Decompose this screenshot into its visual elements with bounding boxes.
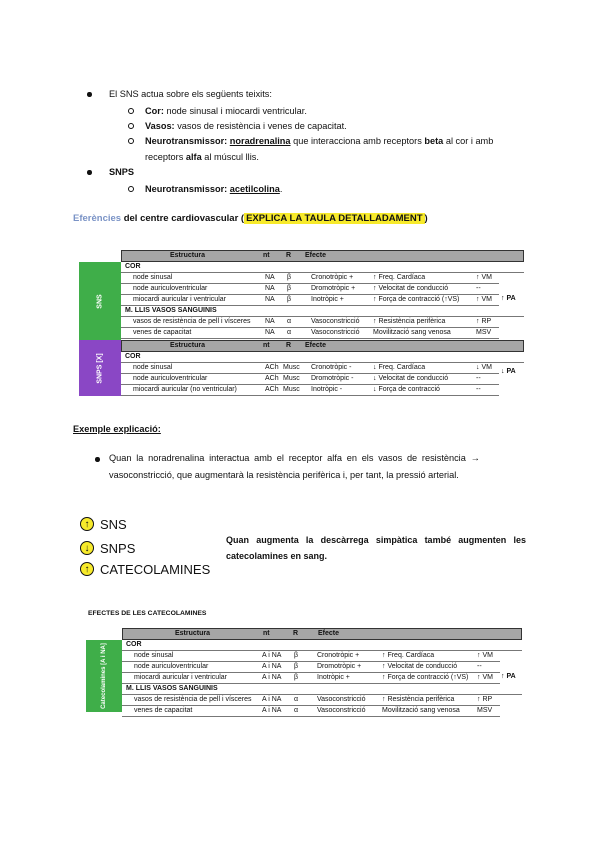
pa-up-label: ↑ PA [501,295,516,302]
cell-abbrev: -- [476,285,481,292]
cell-efecte: Dromotròpic + [311,285,356,292]
sub-bullet-circle [128,186,134,192]
sns-sidebar [79,262,121,340]
cell-result: ↑ Velocitat de conducció [373,285,449,292]
cell-abbrev: ↑ VM [477,674,493,681]
neuro-line2-b: al múscul llis. [204,152,259,162]
header-r: R [293,630,299,637]
section-heading [73,213,428,224]
table-row [122,706,500,717]
cell-estructura: node sinusal [134,652,174,659]
legend-snps [80,537,135,559]
legend-snps-label: SNPS [100,540,136,556]
cell-efecte: Vasoconstricció [317,707,366,714]
cell-r: β [294,663,299,670]
cell-abbrev: ↑ VM [476,274,492,281]
cell-efecte: Inotròpic - [311,386,343,393]
neuro-text-1: que interacciona amb receptors [293,136,422,146]
example-paragraph [109,450,480,484]
cell-abbrev: -- [477,663,482,670]
table-row [122,662,500,673]
cell-abbrev: MSV [476,329,492,336]
neuro-line2-a: receptors [145,152,184,162]
table-header-2 [121,340,524,352]
sub-bullet-circle [128,108,134,114]
header-estructura: Estructura [170,252,206,259]
cell-nt: A i NA [262,674,282,681]
header-efecte: Efecte [305,252,327,259]
table-row [121,363,499,374]
cell-r: β [287,285,292,292]
table-row [121,273,499,284]
heading-middle: del centre cardiovascular ( [121,213,245,224]
cell-abbrev: ↑ RP [476,318,492,325]
pa-down-label: ↓ PA [501,368,516,375]
legend-catecolamines-label: CATECOLAMINES [100,561,211,577]
cell-result: ↑ Resistència perifèrica [382,696,455,703]
section-row [121,262,524,273]
table-row [121,385,499,396]
neuro2-word: acetilcolina [229,184,280,194]
cell-estructura: node sinusal [133,364,173,371]
table-row [121,295,499,306]
cell-result: Movilització sang venosa [382,707,460,714]
cell-estructura: venes de capacitat [134,707,193,714]
cell-nt: A i NA [262,696,282,703]
cell-r: β [287,296,292,303]
cell-r: Musc [283,364,300,371]
vasos-text: vasos de resistència i venes de capacitat. [177,121,347,131]
section-row [122,640,522,651]
legend-sns [80,513,127,535]
header-r: R [286,342,292,349]
header-nt: nt [263,342,270,349]
catecolamines-sidebar-label: Catecolamines [A i NA] [101,643,108,709]
cell-nt: NA [265,329,275,336]
cell-abbrev: ↓ VM [476,364,492,371]
legend-catecolamines [80,558,210,580]
neuro2-end: . [279,184,283,194]
cell-r: β [287,274,292,281]
cell-nt: ACh [265,364,279,371]
catecolamines-sidebar [86,640,122,712]
cell-nt: ACh [265,386,279,393]
cell-r: α [287,318,292,325]
sub-bullet-circle [128,123,134,129]
cell-r: Musc [283,375,300,382]
cell-abbrev: ↑ VM [477,652,493,659]
cell-result: ↓ Freq. Cardíaca [373,364,426,371]
catecolamines-note: Quan augmenta la descàrrega simpàtica també augmenten les catecolamines en sang. [226,535,526,561]
cell-estructura: node sinusal [133,274,173,281]
heading-end: ) [424,213,428,224]
cell-efecte: Cronotròpic - [311,364,352,371]
sns-intro: El SNS actua sobre els següents teixits: [109,89,272,99]
table2-title: EFECTES DE LES CATECOLAMINES [88,610,207,617]
header-estructura: Estructura [170,342,206,349]
cell-estructura: venes de capacitat [133,329,192,336]
vasos-label: Vasos: [145,121,175,131]
cell-r: Musc [283,386,300,393]
cell-nt: NA [265,274,275,281]
table-row [122,695,500,706]
neuro2-label: Neurotransmissor: [145,184,228,194]
cell-estructura: vasos de resistència de pell i vísceres [133,318,251,325]
section-row [121,306,524,317]
cell-estructura: node auriculoventricular [133,375,208,382]
cell-estructura: miocardi auricular i ventricular [134,674,227,681]
cell-estructura: miocardi auricular (no ventricular) [133,386,237,393]
cell-efecte: Cronotròpic + [317,652,360,659]
cell-efecte: Cronotròpic + [311,274,354,281]
example-line-1: Quan la noradrenalina interactua amb el receptor alfa en els vasos de resistència → [109,453,480,463]
cell-abbrev: -- [476,375,481,382]
snps-label: SNPS [109,167,135,177]
cell-r: α [294,696,299,703]
section-cor-2: COR [125,353,141,360]
cell-result: ↓ Força de contracció [373,386,440,393]
header-efecte: Efecte [305,342,327,349]
table-row [122,673,500,684]
cell-nt: A i NA [262,663,282,670]
cell-nt: ACh [265,375,279,382]
table2-header [122,628,522,640]
cell-abbrev: MSV [477,707,493,714]
cell-result: ↑ Resistència perifèrica [373,318,446,325]
cell-result: ↑ Força de contracció (↑VS) [382,674,469,681]
cell-efecte: Vasoconstricció [311,329,360,336]
sns-sidebar-label: SNS [96,293,104,309]
table-row [121,374,499,385]
bullet-dot [95,457,100,462]
section-row [122,684,522,695]
example-title: Exemple explicació: [73,424,161,434]
table-row [122,651,500,662]
neuro-beta: beta [424,136,444,146]
cell-efecte: Dromotròpic - [311,375,354,382]
cell-result: Movilització sang venosa [373,329,451,336]
section-mlls: M. LLIS VASOS SANGUINIS [126,685,218,692]
cell-r: β [294,674,299,681]
section-row [121,352,524,363]
cell-r: β [294,652,299,659]
cell-result: ↑ Força de contracció (↑VS) [373,296,460,303]
cell-efecte: Inotròpic + [311,296,344,303]
section-cor: COR [125,263,141,270]
neuro-text-2: al cor i amb [445,136,494,146]
table-row [121,317,499,328]
header-nt: nt [263,630,270,637]
example-line-2: vasoconstricció, que augmentarà la resistència perifèrica i, per tant, la pressió arterial. [109,470,459,480]
cell-result: ↑ Freq. Cardíaca [382,652,435,659]
header-nt: nt [263,252,270,259]
cell-estructura: miocardi auricular i ventricular [133,296,226,303]
cell-r: α [294,707,299,714]
cell-result: ↑ Velocitat de conducció [382,663,458,670]
efferents-table [77,250,524,398]
cell-estructura: node auriculoventricular [134,663,209,670]
sub-bullet-circle [128,138,134,144]
cell-efecte: Vasoconstricció [317,696,366,703]
bullet-dot [87,92,92,97]
cell-nt: NA [265,285,275,292]
cell-efecte: Dromotròpic + [317,663,362,670]
section-cor: COR [126,641,142,648]
cell-nt: A i NA [262,707,282,714]
pa-up-label: ↑ PA [501,673,516,680]
table-header [121,250,524,262]
cell-result: ↑ Freq. Cardíaca [373,274,426,281]
cell-nt: NA [265,296,275,303]
header-efecte: Efecte [318,630,340,637]
heading-highlight: EXPLICA LA TAULA DETALLADAMENT [246,213,423,224]
table-row [121,284,499,295]
heading-eferencies: Eferències [73,213,122,224]
table-row [121,328,499,339]
neuro-word: noradrenalina [229,136,291,146]
cell-estructura: node auriculoventricular [133,285,208,292]
header-r: R [286,252,292,259]
cell-nt: A i NA [262,652,282,659]
cell-efecte: Inotròpic + [317,674,350,681]
cell-result: ↓ Velocitat de conducció [373,375,449,382]
neuro-label: Neurotransmissor: [145,136,228,146]
snps-sidebar [79,340,121,396]
cell-abbrev: -- [476,386,481,393]
cor-text: node sinusal i miocardi ventricular. [166,106,307,116]
neuro-alfa: alfa [185,152,202,162]
cell-abbrev: ↑ VM [476,296,492,303]
cor-label: Cor: [145,106,164,116]
catecolamines-table [80,628,524,714]
cell-nt: NA [265,318,275,325]
section-mlls: M. LLIS VASOS SANGUINIS [125,307,217,314]
bullet-dot [87,170,92,175]
arrow-down-icon: ↓ [80,541,94,555]
arrow-up-icon: ↑ [80,517,94,531]
arrow-up-icon: ↑ [80,562,94,576]
snps-sidebar-label: SNPS [X] [96,352,104,384]
cell-r: α [287,329,292,336]
cell-estructura: vasos de resistència de pell i vísceres [134,696,252,703]
header-estructura: Estructura [175,630,211,637]
legend-sns-label: SNS [100,516,127,532]
cell-abbrev: ↑ RP [477,696,493,703]
cell-efecte: Vasoconstricció [311,318,360,325]
